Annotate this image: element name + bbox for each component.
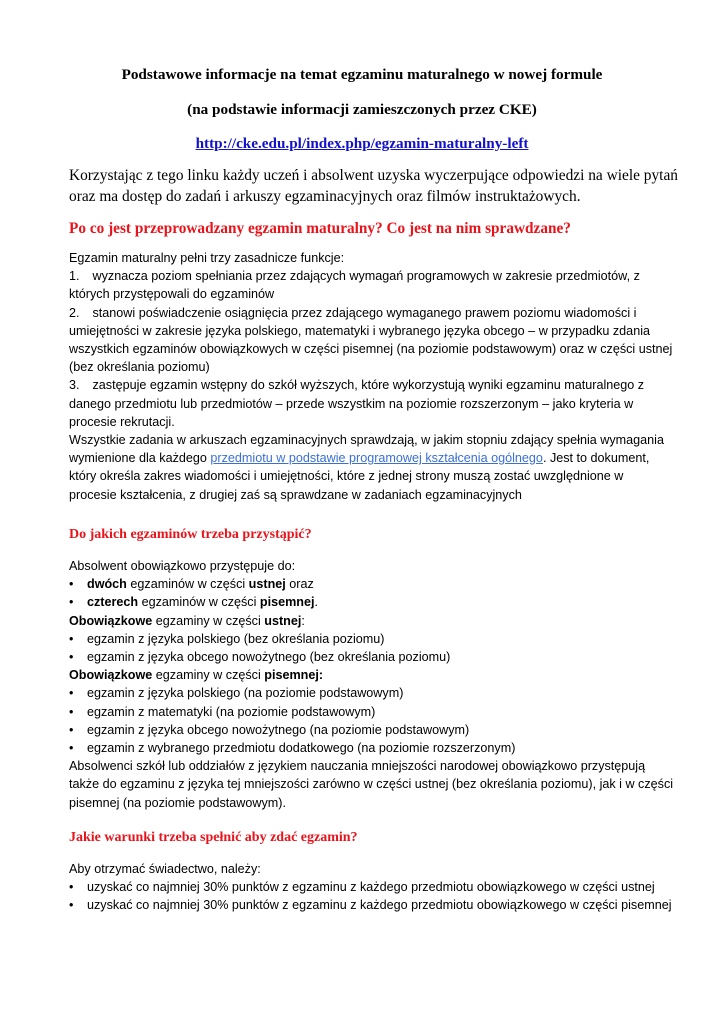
item-continuation: danego przedmiotu lub przedmiotów – przede wszystkim na poziomie rozszerzonym – jako kryteria w [69,396,634,411]
bullet-icon: • [69,577,74,592]
bullet-icon: • [69,741,74,756]
item-text: egzamin z języka obcego nowożytnego (na poziomie podstawowym) [87,722,470,737]
subheading-oral [69,612,659,630]
item-continuation: których przystępowali do egzaminów [69,287,275,302]
item-number: 1. [69,269,80,284]
bullet-item [69,878,659,896]
lead-text: Aby otrzymać świadectwo, należy: [69,862,261,876]
item-continuation: umiejętności w zakresie języka polskiego, matematyki i wybranego języka obcego – w przypadku zdania [69,323,650,338]
paragraph-line: procesie kształcenia, z drugiej zaś są sprawdzane w zadaniach egzaminacyjnych [69,487,522,502]
item-text: egzamin z języka polskiego (bez określania poziomu) [87,631,385,646]
section-purpose-body [69,249,673,504]
item-continuation: wszystkich egzaminów obowiązkowych w części pisemnej (na poziomie podstawowym) oraz w części ustnej [69,342,673,357]
lead-text: Absolwent obowiązkowo przystępuje do: [69,559,296,573]
text-fragment: egzaminów w części [138,595,260,610]
text-fragment: egzaminy w części [152,613,265,628]
bullet-icon: • [69,595,74,610]
text-fragment: . Jest to dokument, [542,451,650,466]
bullet-item [69,575,659,593]
text-fragment: oraz [285,577,314,592]
bullet-icon: • [69,631,74,646]
item-text: zastępuje egzamin wstępny do szkół wyższych, które wykorzystują wyniki egzaminu maturalnego z [92,378,645,393]
item-text: uzyskać co najmniej 30% punktów z egzaminu z każdego przedmiotu obowiązkowego w części ustnej [87,880,655,895]
item-continuation: (bez określania poziomu) [69,360,210,375]
section-conditions-body [69,860,672,915]
paragraph-line [69,449,659,467]
item-text: egzamin z języka polskiego (na poziomie podstawowym) [87,686,404,701]
bullet-item [69,630,659,648]
bold-text: ustnej [264,613,302,628]
bold-text: dwóch [87,577,127,592]
text-fragment: wymienione dla każdego [69,451,211,466]
document-title: Podstawowe informacje na temat egzaminu maturalnego w nowej formule [121,66,603,83]
text-fragment: : [301,613,305,628]
intro-line: oraz ma dostęp do zadań i arkuszy egzaminacyjnych oraz filmów instruktażowych. [69,188,581,205]
subheading-written [69,666,659,684]
section-exams-body [69,557,674,812]
bullet-item [69,703,659,721]
numbered-item [69,376,659,394]
bullet-icon: • [69,650,74,665]
bold-text: Obowiązkowe [69,613,153,628]
bullet-icon: • [69,704,74,719]
item-continuation: procesie rekrutacji. [69,414,175,429]
item-text: egzamin z języka obcego nowożytnego (bez określania poziomu) [87,650,451,665]
text-fragment: . [314,595,318,610]
item-text: wyznacza poziom spełniania przez zdających wymagań programowych w zakresie przedmiotów, z [92,269,640,284]
document-subtitle: (na podstawie informacji zamieszczonych przez CKE) [187,101,537,118]
bullet-item [69,896,672,914]
bold-text: pisemnej: [264,668,324,683]
core-curriculum-link[interactable]: przedmiotu w podstawie programowej kształcenia ogólnego [210,451,543,466]
numbered-item [69,304,659,322]
bullet-icon: • [69,722,74,737]
intro-paragraph [69,165,678,207]
bullet-item [69,739,659,757]
item-text: stanowi poświadczenie osiągnięcia przez zdającego wymaganego prawem poziomu wiadomości i [92,305,637,320]
bullet-icon: • [69,898,74,913]
paragraph-line: Wszystkie zadania w arkuszach egzaminacyjnych sprawdzają, w jakim stopniu zdający spełnia wymagania [69,433,664,448]
bold-text: czterech [87,595,139,610]
numbered-item [69,267,659,285]
item-number: 3. [69,378,80,393]
bold-text: Obowiązkowe [69,668,153,683]
paragraph-line: także do egzaminu z języka tej mniejszości zarówno w części ustnej (bez określania poziomu), jak i w części [69,777,674,792]
item-text: uzyskać co najmniej 30% punktów z egzaminu z każdego przedmiotu obowiązkowego w części pisemnej [87,898,672,913]
bullet-item [69,593,659,611]
bullet-icon: • [69,880,74,895]
paragraph-line: Absolwenci szkół lub oddziałów z językiem nauczania mniejszości narodowej obowiązkowo przystępują [69,759,646,774]
text-fragment: egzaminów w części [126,577,249,592]
bullet-item [69,684,659,702]
bullet-item [69,721,659,739]
bullet-item [69,648,659,666]
bullet-icon: • [69,686,74,701]
item-text: egzamin z wybranego przedmiotu dodatkowego (na poziomie rozszerzonym) [87,741,516,756]
lead-text: Egzamin maturalny pełni trzy zasadnicze funkcje: [69,251,345,265]
section-heading-conditions: Jakie warunki trzeba spełnić aby zdać egzamin? [69,830,358,845]
item-text: egzamin z matematyki (na poziomie podstawowym) [87,704,376,719]
bold-text: pisemnej [259,595,315,610]
bold-text: ustnej [248,577,286,592]
paragraph-line: który określa zakres wiadomości i umiejętności, które z jednej strony muszą zostać uwzględnione w [69,469,624,484]
intro-line: Korzystając z tego linku każdy uczeń i absolwent uzyska wyczerpujące odpowiedzi na wiele pytań [69,167,678,184]
section-heading-exams: Do jakich egzaminów trzeba przystąpić? [69,527,312,542]
paragraph-line: pisemnej (na poziomie podstawowym). [69,795,286,810]
item-number: 2. [69,305,80,320]
cke-link[interactable]: http://cke.edu.pl/index.php/egzamin-maturalny-left [195,135,529,152]
text-fragment: egzaminy w części [152,668,265,683]
section-heading-purpose: Po co jest przeprowadzany egzamin maturalny? Co jest na nim sprawdzane? [69,220,571,237]
